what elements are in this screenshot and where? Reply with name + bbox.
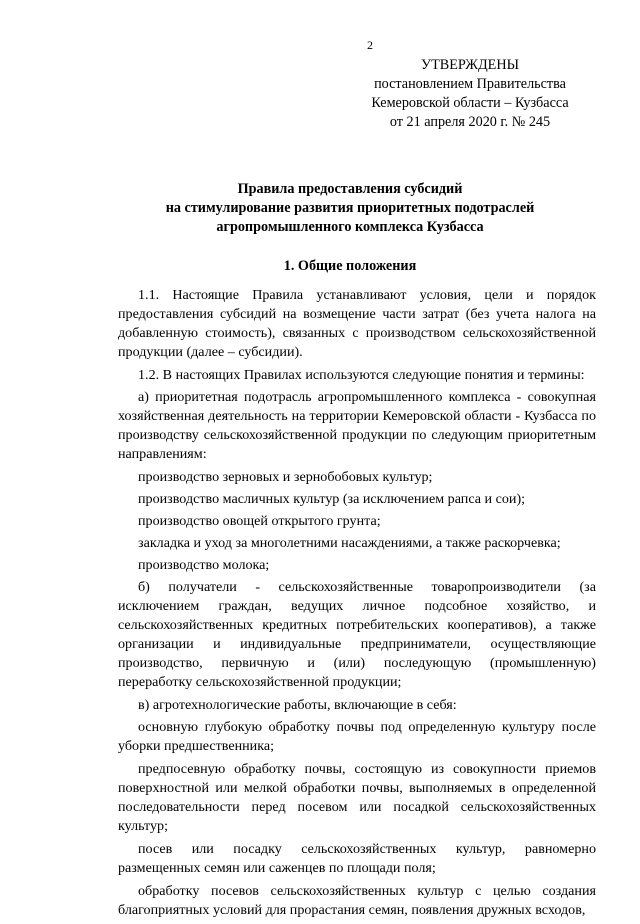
- paragraph: производство овощей открытого грунта;: [138, 513, 381, 529]
- section-heading: 1. Общие положения: [283, 258, 417, 274]
- paragraph: обработку посевов сельскохозяйственных культур с целью создания благоприятных условий для прорастания семян, появления дружных всходов,: [118, 883, 596, 918]
- body-text: [118, 286, 596, 924]
- paragraph: производство масличных культур (за исключением рапса и сои);: [138, 491, 526, 507]
- approval-line-3: Кемеровской области – Кузбасса: [371, 95, 569, 111]
- paragraph: 1.2. В настоящих Правилах используются следующие понятия и термины:: [138, 367, 585, 383]
- title-line-1: Правила предоставления субсидий: [237, 181, 463, 197]
- page-number: 2: [367, 38, 373, 52]
- paragraph: посев или посадку сельскохозяйственных культур, равномерно размещенных семян или саженцев по площади поля;: [118, 841, 596, 876]
- paragraph: производство зерновых и зернобобовых культур;: [138, 469, 433, 485]
- paragraph: основную глубокую обработку почвы под определенную культуру после уборки предшественника;: [118, 719, 596, 754]
- approval-line-2: постановлением Правительства: [374, 76, 566, 92]
- paragraph: а) приоритетная подотрасль агропромышленного комплекса - совокупная хозяйственная деятельность на территории Кемеровской области - Кузбасса по производству сельскохозяйственной продукции по следующим приоритетным направлениям:: [118, 389, 596, 462]
- paragraph: предпосевную обработку почвы, состоящую из совокупности приемов поверхностной или мелкой обработки почвы, выполняемых в определенной последовательности перед посевом или посадкой сельскохозяйственных культур;: [118, 761, 596, 834]
- approval-block: [330, 56, 610, 132]
- approval-line-1: УТВЕРЖДЕНЫ: [421, 57, 519, 73]
- paragraph: закладка и уход за многолетними насаждениями, а также раскорчевка;: [138, 535, 561, 551]
- paragraph: б) получатели - сельскохозяйственные товаропроизводители (за исключением граждан, ведущих личное подсобное хозяйство, и сельскохозяйственных кредитных потребительских кооперативов), а также организации и индивидуальные предприниматели, осуществляющие производство, первичную и (или) последующую (промышленную) переработку сельскохозяйственной продукции;: [118, 579, 596, 690]
- title-line-3: агропромышленного комплекса Кузбасса: [216, 219, 484, 235]
- document-title: [100, 180, 600, 237]
- approval-line-4: от 21 апреля 2020 г. № 245: [389, 114, 551, 130]
- paragraph: 1.1. Настоящие Правила устанавливают условия, цели и порядок предоставления субсидий на возмещение части затрат (без учета налога на добавленную стоимость), связанных с производством сельскохозяйственной продукции (далее – субсидии).: [118, 287, 596, 360]
- paragraph: в) агротехнологические работы, включающие в себя:: [138, 697, 457, 713]
- paragraph: производство молока;: [138, 557, 270, 573]
- title-line-2: на стимулирование развития приоритетных подотраслей: [165, 200, 535, 216]
